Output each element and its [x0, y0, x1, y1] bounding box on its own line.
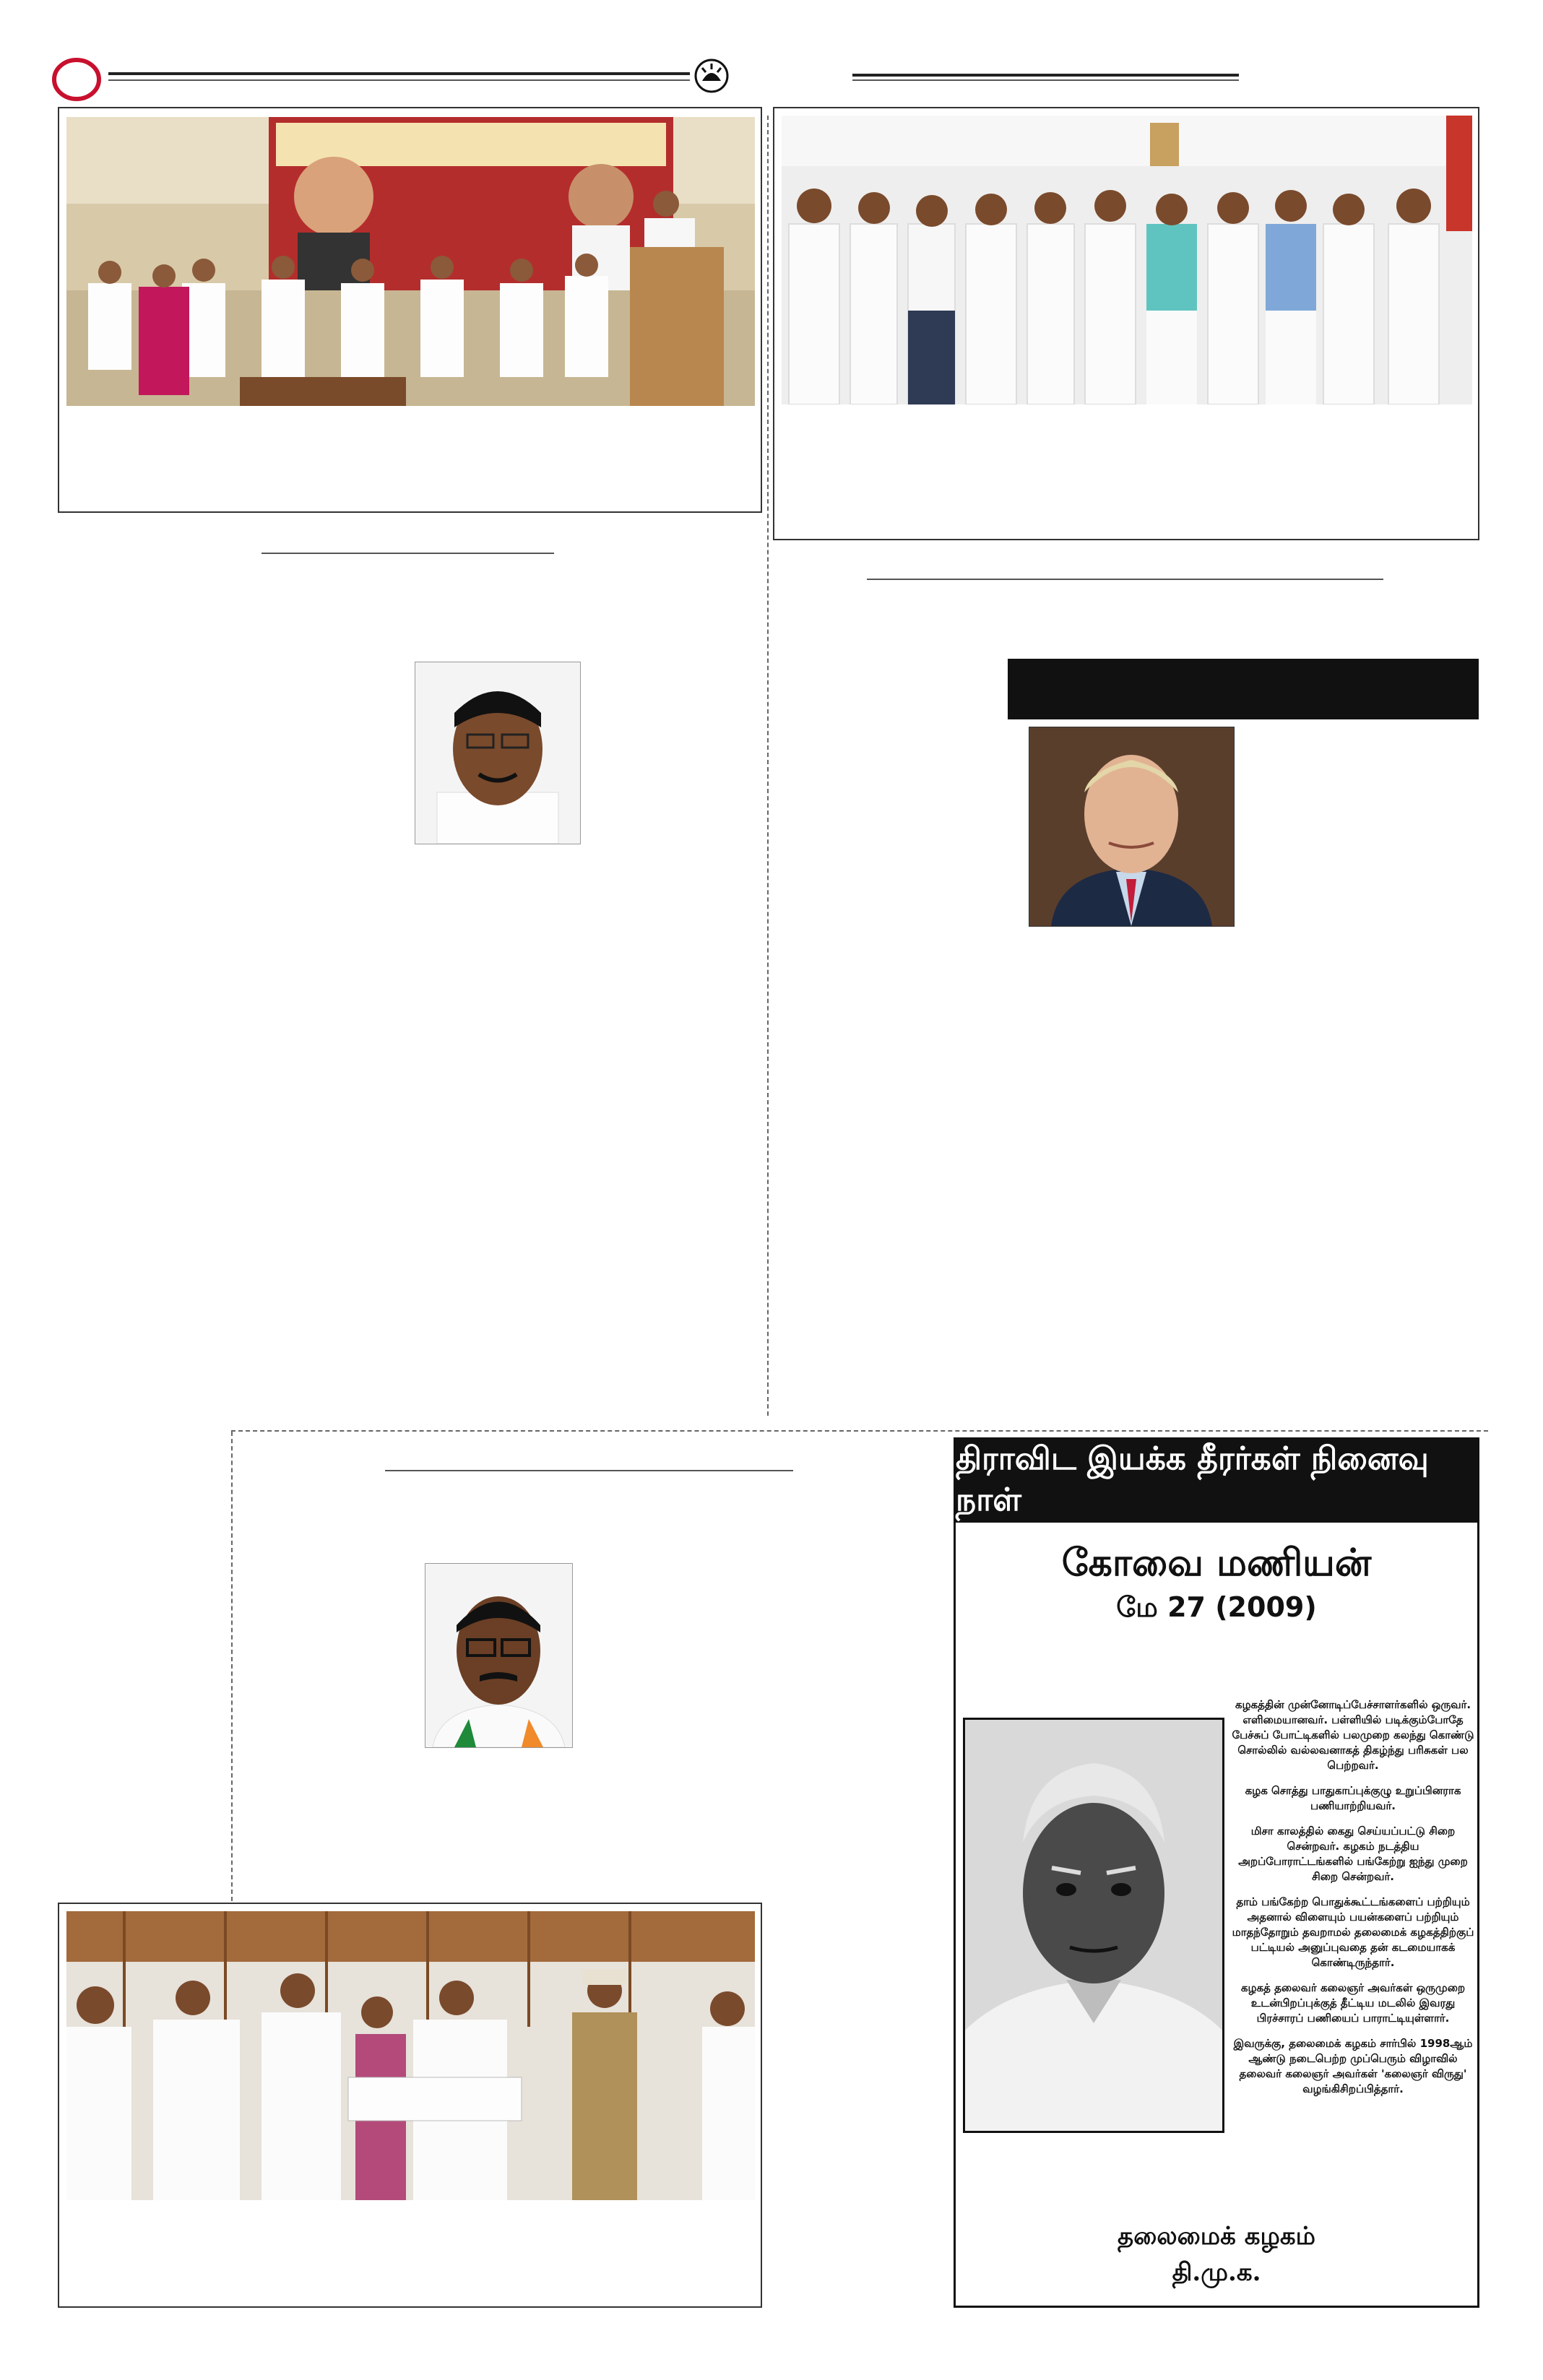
stage-meeting-photo — [66, 117, 755, 406]
signature-line-2: தி.மு.க. — [1172, 2258, 1261, 2287]
memorial-portrait-icon — [965, 1720, 1222, 2131]
portrait-3 — [425, 1563, 573, 1748]
portrait-2 — [1029, 727, 1235, 927]
section-divider — [231, 1430, 1488, 1432]
memorial-bio-paragraph: கழகத் தலைவர் கலைஞர் அவர்கள் ஒருமுறை உடன்பிறப்புக்குத் தீட்டிய மடலில் இவரது பிரச்சாரப் பணியைப் பாராட்டியுள்ளார். — [1240, 1981, 1466, 2025]
memorial-bio — [1230, 1697, 1476, 2107]
headline-rule-right — [867, 579, 1383, 580]
header-rule-left — [108, 72, 690, 75]
column-divider — [767, 116, 769, 1416]
memorial-banner — [956, 1440, 1477, 1523]
header-rule-left-under — [108, 79, 690, 81]
lower-column-divider — [231, 1432, 233, 1901]
headline-rule-lower — [385, 1470, 793, 1471]
stage-meeting-photo-icon — [66, 117, 755, 406]
header-rule-right-under — [852, 79, 1239, 81]
memorial-date: மே 27 (2009) — [1116, 1591, 1317, 1623]
page-marker-icon — [52, 58, 101, 101]
signature-line-1: தலைமைக் கழகம் — [1118, 2222, 1315, 2251]
group-photo-icon — [782, 116, 1472, 404]
memorial-name: கோவை மணியன் — [1061, 1541, 1372, 1585]
memorial-banner-text: திராவிட இயக்க தீரர்கள் நினைவு நாள் — [956, 1440, 1429, 1518]
memorial-signature — [956, 2218, 1477, 2290]
inspection-photo-icon — [66, 1911, 755, 2200]
inspection-photo — [66, 1911, 755, 2200]
memorial-bio-paragraph: கழக சொத்து பாதுகாப்புக்குழு உறுப்பினராக பணியாற்றியவர். — [1245, 1784, 1461, 1812]
story-box-top-left — [58, 107, 762, 513]
portrait-icon — [415, 662, 580, 844]
story-box-top-right — [773, 107, 1479, 540]
group-photo — [782, 116, 1472, 404]
memorial-bio-paragraph: இவருக்கு, தலைமைக் கழகம் சார்பில் 1998ஆம் ஆண்டு நடைபெற்ற முப்பெரும் விழாவில் தலைவர் கலைஞர் அவர்கள் 'கலைஞர் விருது' வழங்கிசிறப்பித்தார். — [1233, 2037, 1473, 2095]
section-black-band — [1008, 659, 1479, 719]
rising-sun-emblem-icon — [693, 58, 730, 94]
story-box-bottom-left — [58, 1903, 762, 2308]
memorial-bio-paragraph: தாம் பங்கேற்ற பொதுக்கூட்டங்களைப் பற்றியும் அதனால் விளையும் பயன்களைப் பற்றியும் மாதந்தோறும் தவறாமல் தலைமைக் கழகத்திற்குப் பட்டியல் அனுப்புவதை தன் கடமையாகக் கொண்டிருந்தார். — [1232, 1895, 1474, 1969]
memorial-bio-paragraph: மிசா காலத்தில் கைது செய்யப்பட்டு சிறை சென்றவர். கழகம் நடத்திய அறப்போராட்டங்களில் பங்கேற்று ஐந்து முறை சிறை சென்றவர். — [1238, 1825, 1468, 1883]
portrait-icon — [425, 1564, 572, 1747]
portrait-1 — [415, 662, 581, 844]
memorial-portrait — [963, 1718, 1224, 2133]
memorial-bio-paragraph: கழகத்தின் முன்னோடிப்பேச்சாளர்களில் ஒருவர். எளிமையானவர். பள்ளியில் படிக்கும்போதே பேச்சுப் போட்டிகளில் பலமுறை கலந்து கொண்டு சொல்லில் வல்லவனாகத் திகழ்ந்து பரிசுகள் பல பெற்றவர். — [1232, 1698, 1474, 1772]
header-rule-right — [852, 74, 1239, 77]
portrait-icon — [1029, 727, 1234, 926]
memorial-notice — [954, 1437, 1479, 2308]
headline-rule-left — [262, 553, 554, 554]
